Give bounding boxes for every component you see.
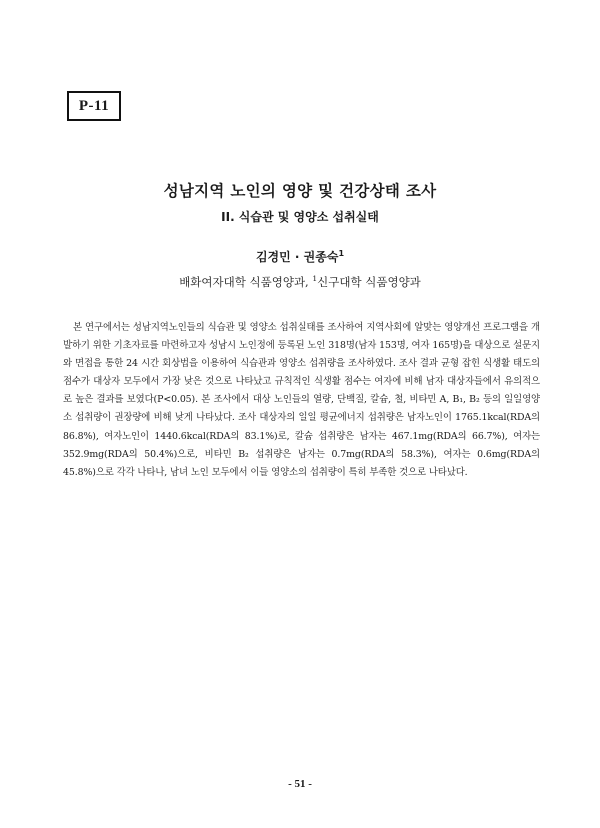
page-number: - 51 - — [288, 778, 312, 790]
author-line — [0, 248, 600, 265]
abstract-code-box — [67, 91, 121, 121]
paper-title: 성남지역 노인의 영양 및 건강상태 조사 — [163, 182, 437, 200]
author-names: 김경민 · 권종숙 — [255, 250, 339, 264]
author-affil-marker: 1 — [338, 249, 345, 258]
affiliation-primary: 배화여자대학 식품영양과, — [179, 275, 309, 289]
affiliation-secondary: 신구대학 식품영양과 — [317, 275, 421, 289]
paper-subtitle: II. 식습관 및 영양소 섭취실태 — [221, 210, 379, 224]
abstract-code: P-11 — [78, 97, 110, 114]
affiliation-marker: 1 — [312, 274, 318, 284]
abstract-body: 본 연구에서는 성남지역노인들의 식습관 및 영양소 섭취실태를 조사하여 지역사회에 알맞는 영양개선 프로그램을 개발하기 위한 기초자료를 마련하고자 성남시 노인정에 등록된 노인 318명(남자 153명, 여자 165명)을 대상으로 설문지와 면접을 통한 24 시간 회상법을 이용하여 식습관과 영양소 섭취량을 조사하였다. 조사 결과 균형 잡힌 식생활 태도의 점수가 대상자 모두에서 가장 낮은 것으로 나타났고 규칙적인 식생활 점수는 여자에 비해 남자 대상자들에서 유의적으로 높은 결과를 보였다(P<0.05). 본 조사에서 대상 노인들의 열량, 단백질, 칼슘, 철, 비타민 A, B₁, B₂ 등의 일일영양소 섭취량이 권장량에 비해 낮게 나타났다. 조사 대상자의 일일 평균에너지 섭취량은 남자노인이 1765.1kcal(RDA의 86.8%), 여자노인이 1440.6kcal(RDA의 83.1%)로, 칼슘 섭취량은 남자는 467.1mg(RDA의 66.7%), 여자는 352.9mg(RDA의 50.4%)으로, 비타민 B₂ 섭취량은 남자는 0.7mg(RDA의 58.3%), 여자는 0.6mg(RDA의 45.8%)으로 각각 나타나, 남녀 노인 모두에서 이들 영양소의 섭취량이 특히 부족한 것으로 나타났다. — [63, 322, 540, 478]
affiliation-line — [0, 274, 600, 290]
